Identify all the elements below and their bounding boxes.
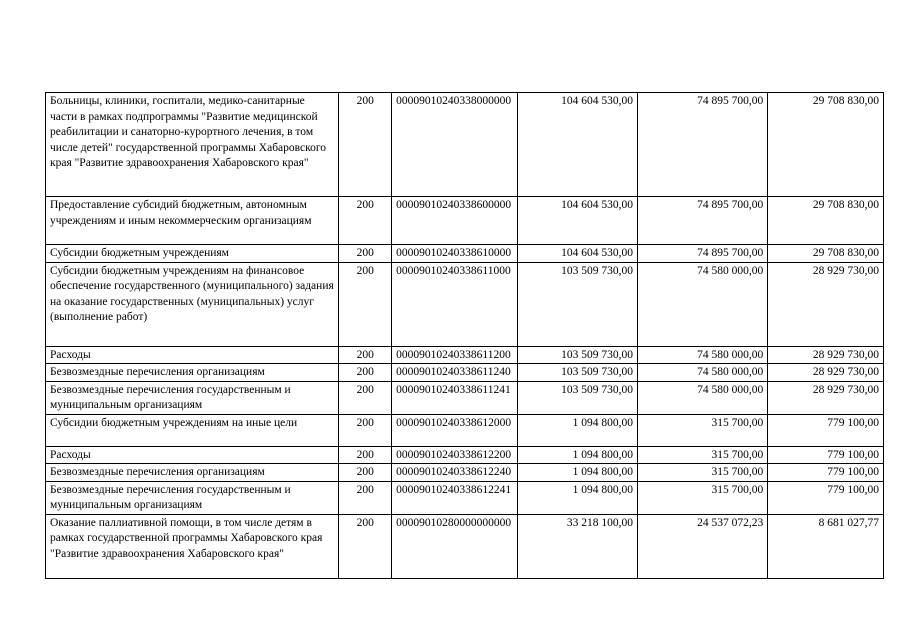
- amount-column-2-cell: 315 700,00: [638, 464, 768, 482]
- amount-column-2-cell: 74 580 000,00: [638, 381, 768, 414]
- amount-column-3-cell: 28 929 730,00: [768, 381, 884, 414]
- amount-column-2-cell: 315 700,00: [638, 414, 768, 446]
- table-row: [46, 414, 884, 446]
- amount-column-3-cell: 28 929 730,00: [768, 346, 884, 364]
- table-row: [46, 346, 884, 364]
- table-row: [46, 364, 884, 382]
- expense-name-cell: Безвозмездные перечисления организациям: [46, 464, 339, 482]
- budget-type-cell: 200: [339, 481, 392, 514]
- amount-column-2-cell: 74 895 700,00: [638, 93, 768, 197]
- budget-type-cell: 200: [339, 414, 392, 446]
- table-row: [46, 446, 884, 464]
- budget-table: [45, 92, 884, 579]
- total-amount-cell: 103 509 730,00: [518, 364, 638, 382]
- table-row: [46, 514, 884, 578]
- budget-type-cell: 200: [339, 381, 392, 414]
- expense-name-cell: Безвозмездные перечисления государственным и муниципальным организациям: [46, 381, 339, 414]
- table-row: [46, 245, 884, 263]
- amount-column-3-cell: 779 100,00: [768, 414, 884, 446]
- budget-code-cell: 00009010280000000000: [392, 514, 518, 578]
- amount-column-2-cell: 74 580 000,00: [638, 364, 768, 382]
- budget-type-cell: 200: [339, 514, 392, 578]
- expense-name-cell: Безвозмездные перечисления государственным и муниципальным организациям: [46, 481, 339, 514]
- budget-code-cell: 00009010240338612240: [392, 464, 518, 482]
- table-row: [46, 464, 884, 482]
- budget-code-cell: 00009010240338612000: [392, 414, 518, 446]
- budget-type-cell: 200: [339, 364, 392, 382]
- amount-column-2-cell: 74 895 700,00: [638, 245, 768, 263]
- budget-type-cell: 200: [339, 245, 392, 263]
- budget-type-cell: 200: [339, 93, 392, 197]
- expense-name-cell: Оказание паллиативной помощи, в том числе детям в рамках государственной программы Хабаровского края "Развитие здравоохранения Хабаровского края": [46, 514, 339, 578]
- total-amount-cell: 104 604 530,00: [518, 197, 638, 245]
- amount-column-3-cell: 779 100,00: [768, 464, 884, 482]
- expense-name-cell: Расходы: [46, 346, 339, 364]
- total-amount-cell: 33 218 100,00: [518, 514, 638, 578]
- amount-column-3-cell: 29 708 830,00: [768, 93, 884, 197]
- total-amount-cell: 1 094 800,00: [518, 446, 638, 464]
- budget-type-cell: 200: [339, 262, 392, 346]
- table-row: [46, 481, 884, 514]
- amount-column-3-cell: 28 929 730,00: [768, 262, 884, 346]
- budget-code-cell: 00009010240338611240: [392, 364, 518, 382]
- expense-name-cell: Расходы: [46, 446, 339, 464]
- amount-column-2-cell: 24 537 072,23: [638, 514, 768, 578]
- amount-column-2-cell: 74 580 000,00: [638, 346, 768, 364]
- budget-type-cell: 200: [339, 197, 392, 245]
- table-row: [46, 93, 884, 197]
- expense-name-cell: Больницы, клиники, госпитали, медико-санитарные части в рамках подпрограммы "Развитие медицинской реабилитации и санаторно-курортного лечения, в том числе детей" государственной программы Хабаровского края "Развитие здравоохранения Хабаровского края": [46, 93, 339, 197]
- amount-column-3-cell: 779 100,00: [768, 446, 884, 464]
- budget-code-cell: 00009010240338611000: [392, 262, 518, 346]
- amount-column-3-cell: 29 708 830,00: [768, 245, 884, 263]
- amount-column-3-cell: 28 929 730,00: [768, 364, 884, 382]
- budget-type-cell: 200: [339, 346, 392, 364]
- budget-type-cell: 200: [339, 446, 392, 464]
- total-amount-cell: 104 604 530,00: [518, 245, 638, 263]
- table-row: [46, 262, 884, 346]
- amount-column-3-cell: 8 681 027,77: [768, 514, 884, 578]
- amount-column-2-cell: 315 700,00: [638, 446, 768, 464]
- expense-name-cell: Субсидии бюджетным учреждениям: [46, 245, 339, 263]
- table-row: [46, 197, 884, 245]
- expense-name-cell: Предоставление субсидий бюджетным, автономным учреждениям и иным некоммерческим организациям: [46, 197, 339, 245]
- total-amount-cell: 1 094 800,00: [518, 414, 638, 446]
- expense-name-cell: Субсидии бюджетным учреждениям на финансовое обеспечение государственного (муниципального) задания на оказание государственных (муниципальных) услуг (выполнение работ): [46, 262, 339, 346]
- expense-name-cell: Субсидии бюджетным учреждениям на иные цели: [46, 414, 339, 446]
- total-amount-cell: 103 509 730,00: [518, 262, 638, 346]
- budget-code-cell: 00009010240338600000: [392, 197, 518, 245]
- total-amount-cell: 1 094 800,00: [518, 464, 638, 482]
- budget-code-cell: 00009010240338610000: [392, 245, 518, 263]
- total-amount-cell: 103 509 730,00: [518, 381, 638, 414]
- budget-code-cell: 00009010240338612241: [392, 481, 518, 514]
- budget-type-cell: 200: [339, 464, 392, 482]
- total-amount-cell: 103 509 730,00: [518, 346, 638, 364]
- expense-name-cell: Безвозмездные перечисления организациям: [46, 364, 339, 382]
- budget-code-cell: 00009010240338611241: [392, 381, 518, 414]
- amount-column-2-cell: 315 700,00: [638, 481, 768, 514]
- amount-column-3-cell: 779 100,00: [768, 481, 884, 514]
- budget-code-cell: 00009010240338000000: [392, 93, 518, 197]
- amount-column-2-cell: 74 895 700,00: [638, 197, 768, 245]
- budget-code-cell: 00009010240338612200: [392, 446, 518, 464]
- total-amount-cell: 1 094 800,00: [518, 481, 638, 514]
- amount-column-2-cell: 74 580 000,00: [638, 262, 768, 346]
- amount-column-3-cell: 29 708 830,00: [768, 197, 884, 245]
- budget-code-cell: 00009010240338611200: [392, 346, 518, 364]
- total-amount-cell: 104 604 530,00: [518, 93, 638, 197]
- table-row: [46, 381, 884, 414]
